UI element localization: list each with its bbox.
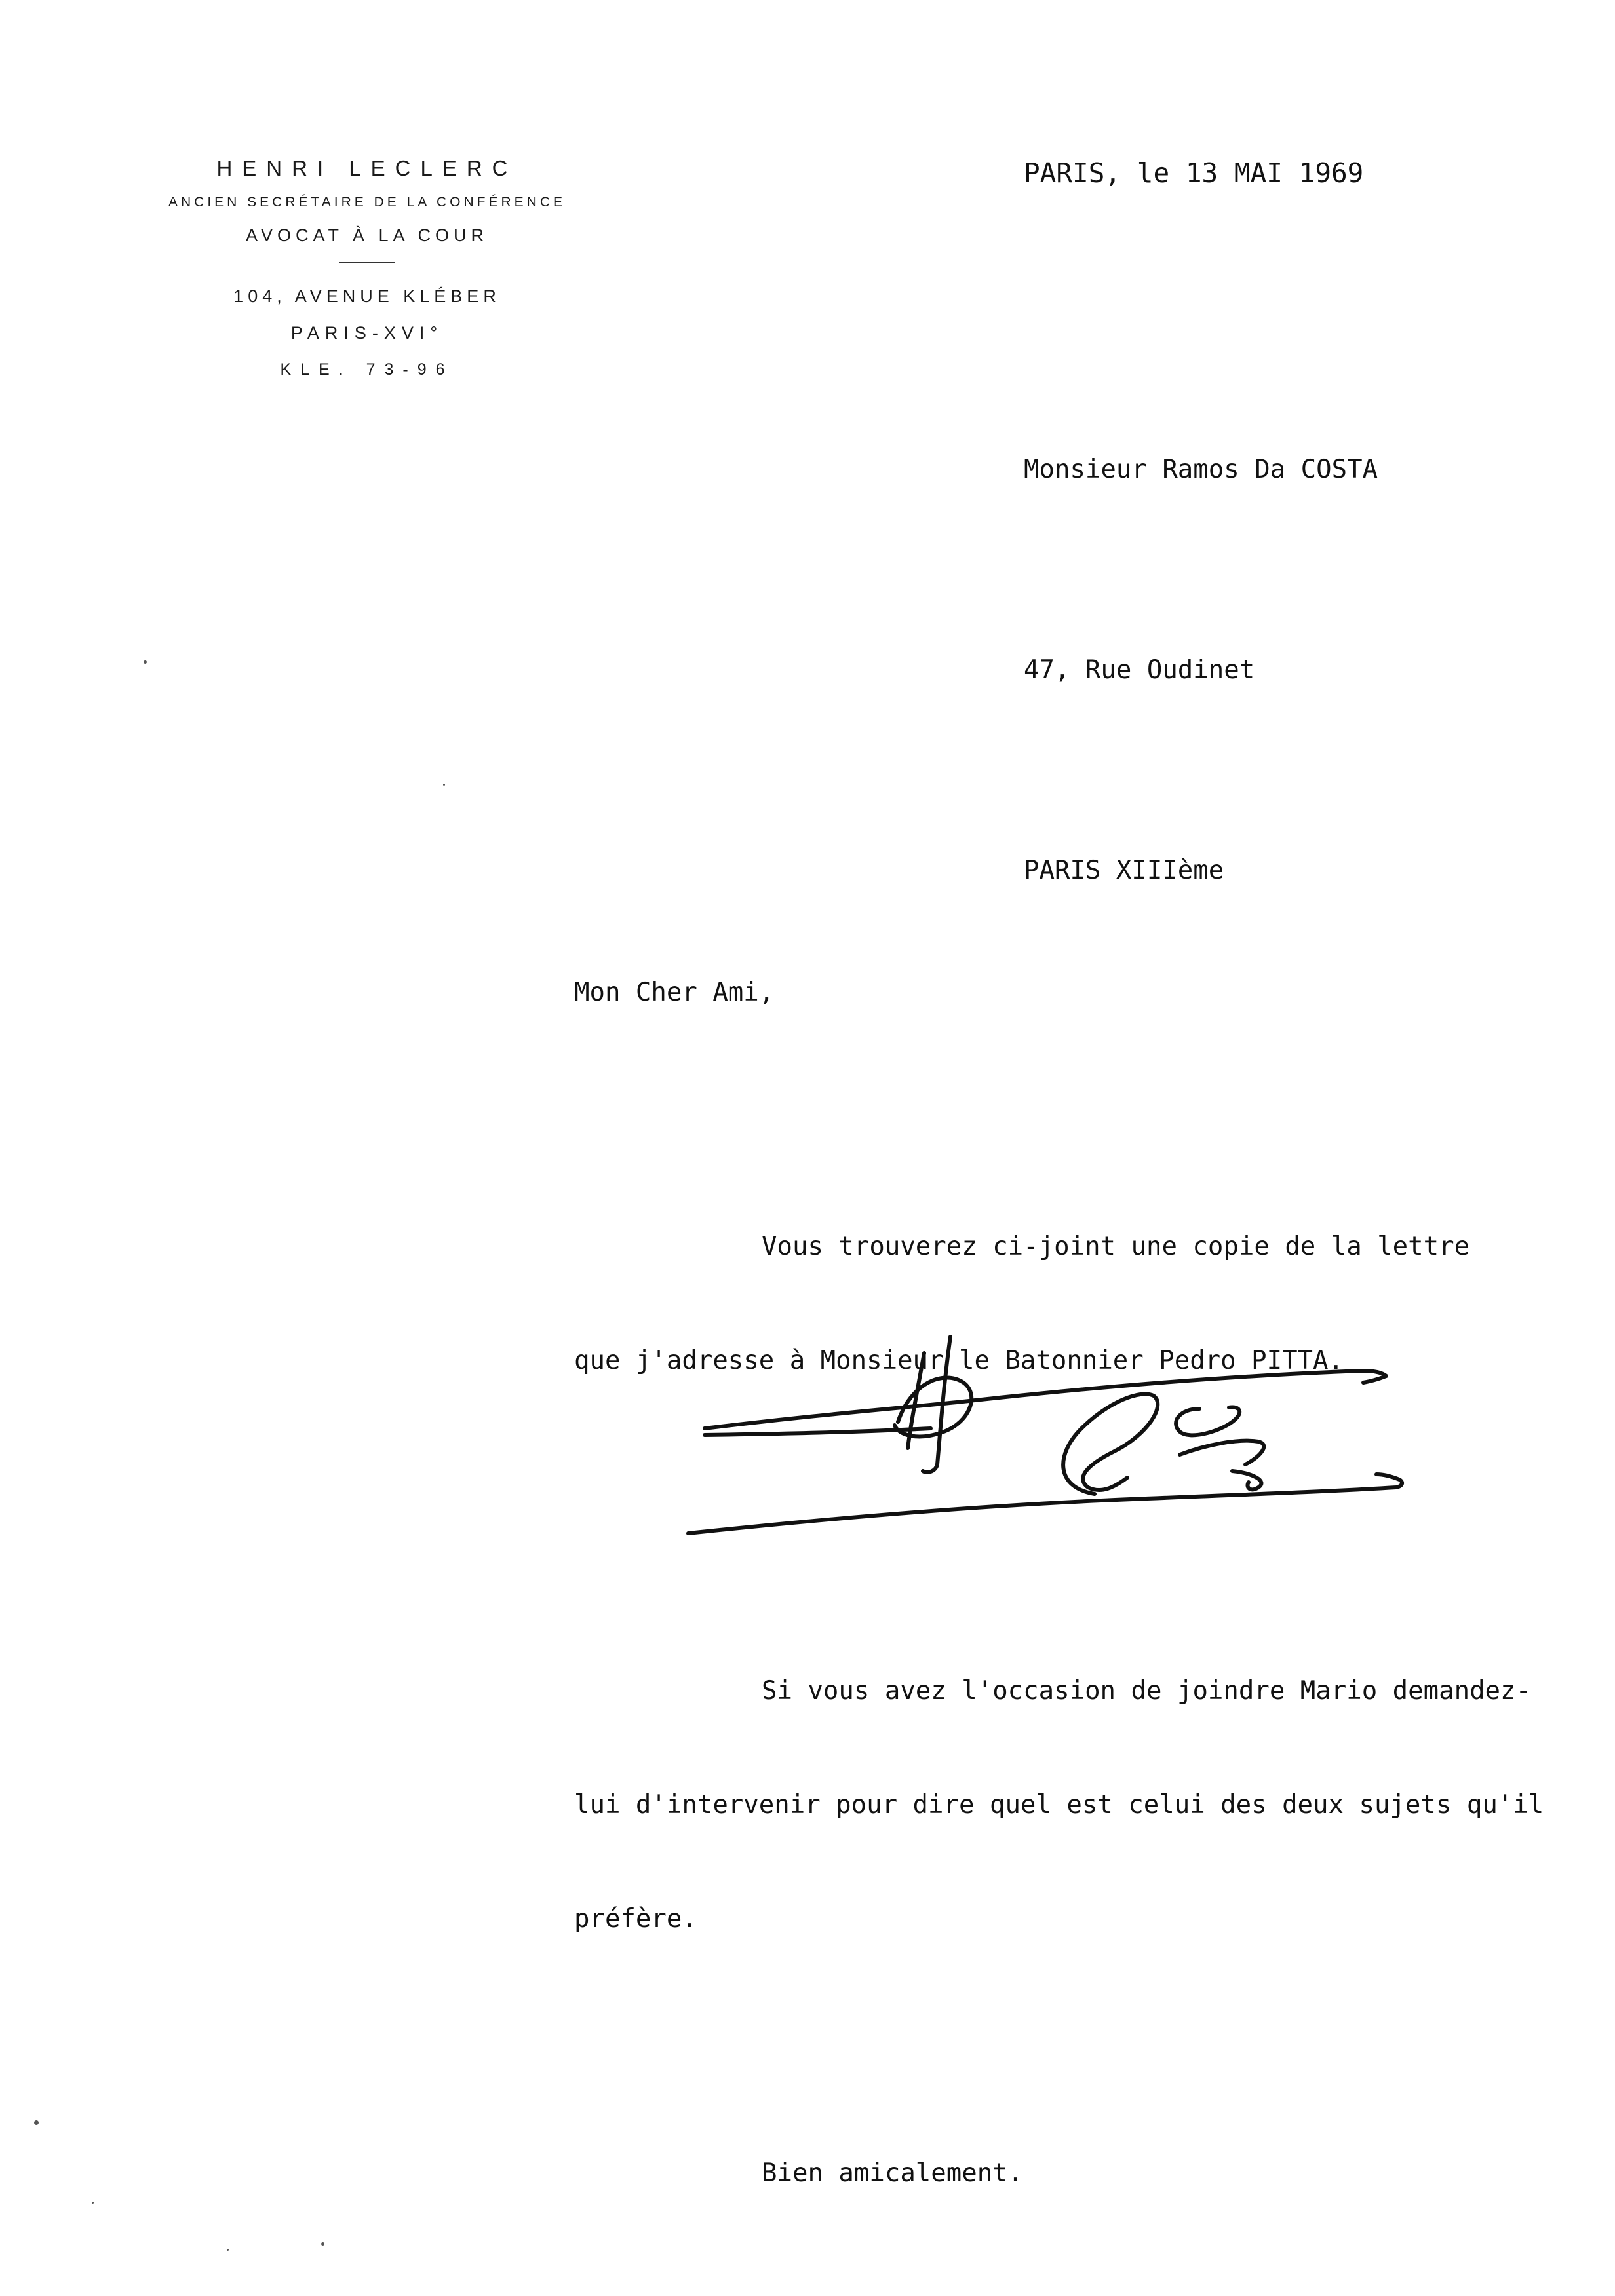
letterhead-address: 104, AVENUE KLÉBER: [233, 286, 501, 306]
paragraph-2: [574, 1596, 1544, 2014]
paragraph-1-line-2: que j'adresse à Monsieur le Batonnier Pedro PITTA.: [574, 1346, 1344, 1375]
handwritten-signature: [682, 1311, 1468, 1559]
scan-speck: [321, 2242, 324, 2246]
letter-body: [574, 898, 1544, 2268]
recipient-city: PARIS XIIIème: [1024, 856, 1224, 885]
scan-speck: [34, 2120, 39, 2125]
closing: Bien amicalement.: [762, 2158, 1024, 2188]
date-line: PARIS, le 13 MAI 1969: [1024, 157, 1364, 189]
paragraph-1-line-1: Vous trouverez ci-joint une copie de la lettre: [762, 1232, 1470, 1261]
paragraph-2-line-1: Si vous avez l'occasion de joindre Mario demandez-: [762, 1676, 1531, 1706]
scan-speck: [144, 660, 147, 664]
paragraph-2-line-2: lui d'intervenir pour dire quel est celui des deux sujets qu'il: [574, 1790, 1544, 1820]
letterhead-divider: [339, 262, 395, 263]
recipient-name: Monsieur Ramos Da COSTA: [1024, 455, 1378, 484]
letterhead: [98, 151, 636, 388]
letterhead-subtitle: AVOCAT À LA COUR: [245, 225, 489, 245]
scan-speck: [92, 2202, 94, 2204]
letterhead-phone: KLE. 73-96: [280, 360, 454, 379]
scan-speck: [227, 2249, 229, 2251]
salutation: Mon Cher Ami,: [574, 978, 775, 1007]
letterhead-name: HENRI LECLERC: [216, 156, 518, 180]
recipient-street: 47, Rue Oudinet: [1024, 655, 1255, 685]
paragraph-2-line-3: préfère.: [574, 1904, 697, 1934]
letterhead-title: ANCIEN SECRÉTAIRE DE LA CONFÉRENCE: [168, 195, 566, 210]
scan-speck: [443, 784, 445, 786]
letterhead-city: PARIS-XVI°: [290, 323, 444, 343]
